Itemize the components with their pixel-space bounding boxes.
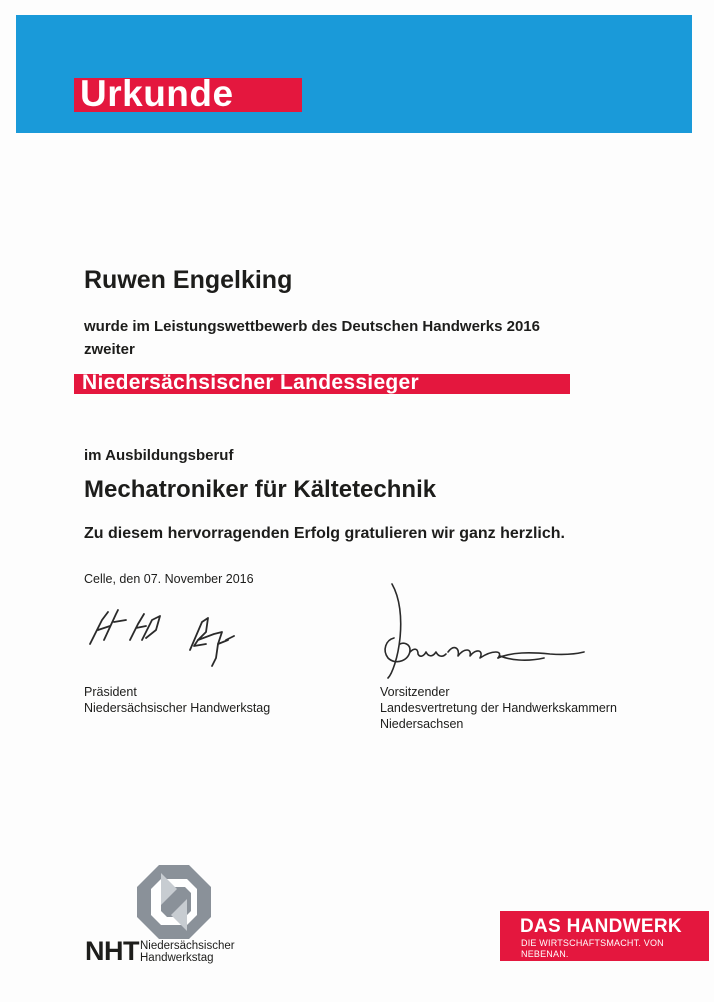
- das-handwerk-title: DAS HANDWERK: [520, 916, 682, 937]
- recipient-name: Ruwen Engelking: [84, 266, 293, 294]
- nht-name-line2: Handwerkstag: [140, 952, 214, 964]
- signatory-right-caption: [380, 684, 617, 732]
- signatory-left-org: Niedersächsischer Handwerkstag: [84, 701, 271, 715]
- profession-title: Mechatroniker für Kältetechnik: [84, 476, 437, 503]
- placement-text: zweiter: [84, 341, 135, 358]
- certificate-title: Urkunde: [80, 73, 234, 114]
- congratulation-text: Zu diesem hervorragenden Erfolg gratulieren wir ganz herzlich.: [84, 525, 565, 542]
- signature-right: [380, 578, 590, 686]
- nht-abbreviation: NHT: [85, 936, 139, 966]
- competition-text: wurde im Leistungswettbewerb des Deutschen Handwerks 2016: [84, 318, 540, 335]
- nht-full-name: [140, 940, 235, 964]
- signatory-left-caption: [84, 684, 270, 716]
- signatory-right-role: Vorsitzender: [380, 685, 450, 699]
- das-handwerk-slogan: DIE WIRTSCHAFTSMACHT. VON NEBENAN.: [521, 938, 664, 959]
- signatory-right-org: Landesvertretung der Handwerkskammern: [380, 701, 617, 715]
- nht-logo-icon: [137, 865, 211, 939]
- nht-name-line1: Niedersächsischer: [140, 940, 235, 952]
- signature-left: [86, 600, 246, 672]
- award-title: Niedersächsischer Landessieger: [82, 371, 420, 394]
- signatory-left-role: Präsident: [84, 685, 137, 699]
- place-date: Celle, den 07. November 2016: [84, 572, 254, 586]
- profession-label: im Ausbildungsberuf: [84, 447, 234, 464]
- signatory-right-org-region: Niedersachsen: [380, 717, 464, 731]
